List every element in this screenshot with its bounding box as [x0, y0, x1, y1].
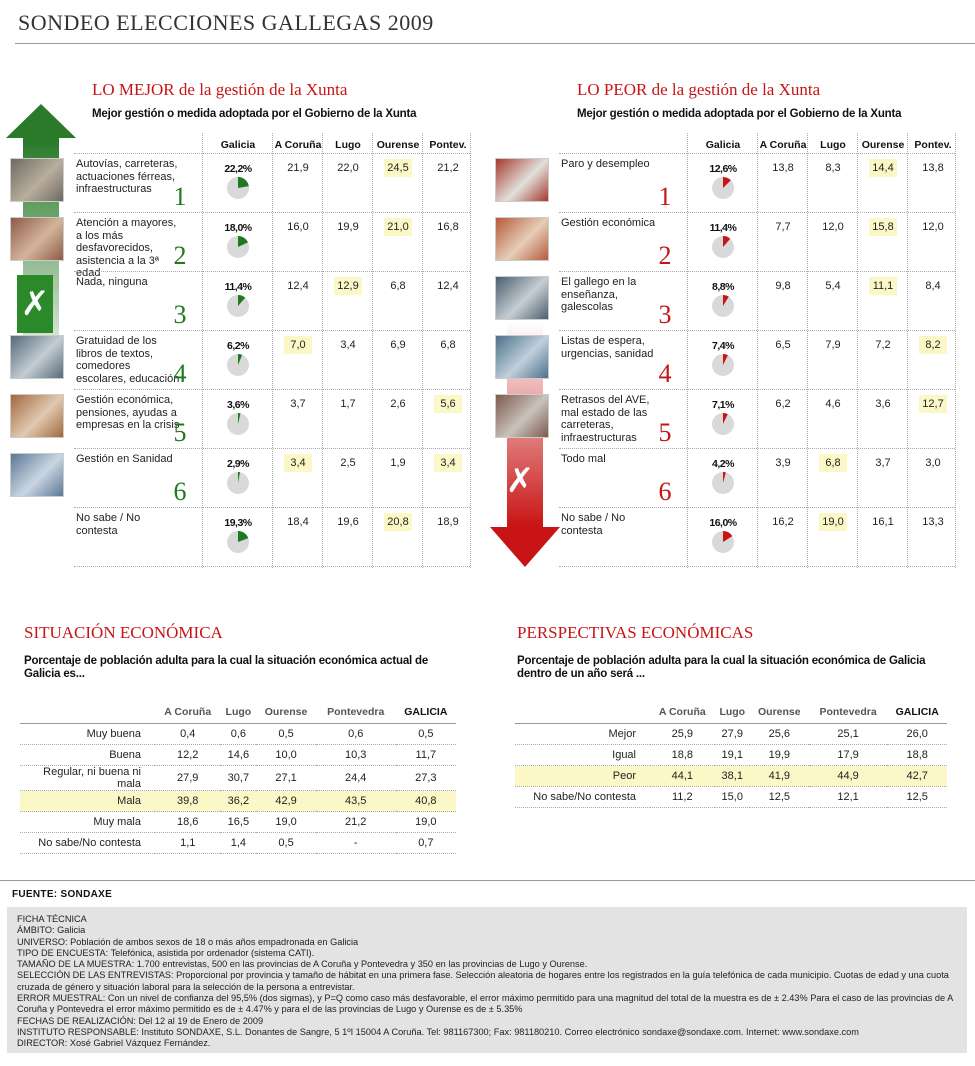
col-header: Ourense	[376, 139, 420, 151]
col-header: A Coruña	[759, 139, 807, 151]
cell-value: 12,5	[750, 787, 809, 808]
photo-thumbnail	[495, 276, 549, 320]
col-header: Ourense	[861, 139, 905, 151]
cell-value: 0,4	[155, 724, 220, 745]
province-value: 12,0	[922, 221, 944, 233]
column-divider	[857, 133, 858, 568]
item-label: El gallego en la enseñanza, galescolas	[561, 276, 637, 313]
column-divider	[322, 133, 323, 568]
pie-wrap	[711, 471, 735, 495]
province-value: 3,7	[290, 398, 306, 410]
col-header: A Coruña	[650, 701, 715, 724]
province-value: 12,9	[334, 277, 362, 295]
rank-number: 5	[658, 418, 672, 447]
cell-value: 0,6	[316, 724, 396, 745]
col-header: Ourense	[750, 701, 809, 724]
galicia-value: 8,8%	[712, 281, 734, 293]
title-divider	[15, 43, 975, 44]
table-row	[20, 812, 456, 833]
province-value: 18,9	[437, 516, 459, 528]
province-value: 2,6	[390, 398, 406, 410]
row-divider	[559, 448, 955, 449]
ficha-tecnica	[7, 907, 967, 1053]
cell-value: 1,1	[155, 833, 220, 854]
ficha-line: FECHAS DE REALIZACIÓN: Del 12 al 19 de Enero de 2009	[17, 1015, 264, 1026]
column-divider	[422, 133, 423, 568]
pie-chart	[226, 412, 250, 436]
rank-number: 2	[658, 241, 672, 270]
item-label: Retrasos del AVE, mal estado de las carreteras, infraestructuras	[561, 394, 650, 444]
pie-chart	[226, 353, 250, 377]
column-divider	[470, 133, 471, 568]
col-header: Lugo	[335, 139, 361, 151]
row-divider	[74, 271, 470, 272]
table-row	[20, 724, 456, 745]
cell-value: 42,9	[256, 791, 316, 812]
province-value: 8,2	[919, 336, 947, 354]
column-divider	[687, 133, 688, 568]
pie-wrap	[711, 235, 735, 259]
province-value: 13,3	[922, 516, 944, 528]
photo-thumbnail	[495, 158, 549, 202]
galicia-value: 22,2%	[224, 163, 252, 175]
cell-value: 38,1	[715, 766, 750, 787]
col-header: Lugo	[820, 139, 846, 151]
col-header: Galicia	[705, 139, 741, 151]
rank-number: 4	[173, 359, 187, 388]
cell-value: -	[316, 833, 396, 854]
province-value: 3,6	[875, 398, 891, 410]
cell-value: 10,0	[256, 745, 316, 766]
row-divider	[559, 271, 955, 272]
pie-wrap	[711, 176, 735, 200]
photo-thumbnail	[10, 453, 64, 497]
col-header: Lugo	[715, 701, 750, 724]
row-label: No sabe/No contesta	[515, 787, 650, 808]
peor-title: LO PEOR de la gestión de la Xunta	[577, 80, 821, 99]
ficha-line: ERROR MUESTRAL: Con un nivel de confianza del 95,5% (dos sigmas), y P=Q como caso más desfavorable, el error máximo permitido para una magnitud del total de la muestra es de ± 2.43% Para el caso de las provincias de A Coruña y Pontevedra el error máximo permitido es de ± 4.47% y para el de las provincias de Lugo y Ourense es de ± 5.35%	[17, 993, 953, 1015]
row-label-header	[515, 701, 650, 724]
row-divider	[74, 330, 470, 331]
rank-number: 6	[173, 477, 187, 506]
photo-thumbnail	[10, 158, 64, 202]
col-header: Pontevedra	[809, 701, 888, 724]
galicia-value: 7,4%	[712, 340, 734, 352]
province-value: 22,0	[337, 162, 359, 174]
cell-value: 42,7	[887, 766, 947, 787]
cell-value: 17,9	[809, 745, 888, 766]
photo-thumbnail	[495, 394, 549, 438]
row-divider	[559, 330, 955, 331]
rank-number: 3	[658, 300, 672, 329]
table-row	[20, 766, 456, 791]
pie-chart	[711, 176, 735, 200]
photo-thumbnail	[10, 335, 64, 379]
cell-value: 24,4	[316, 766, 396, 791]
province-value: 16,2	[772, 516, 794, 528]
column-divider	[202, 133, 203, 568]
cell-value: 0,5	[256, 833, 316, 854]
item-label: Gratuidad de los libros de textos, comedores escolares, educación	[76, 335, 180, 385]
col-header: GALICIA	[887, 701, 947, 724]
province-value: 9,8	[775, 280, 791, 292]
cross-icon: ✗	[505, 462, 535, 500]
column-divider	[907, 133, 908, 568]
cell-value: 19,0	[256, 812, 316, 833]
photo-thumbnail: ✗	[17, 275, 53, 333]
pie-wrap	[711, 412, 735, 436]
province-value: 5,6	[434, 395, 462, 413]
ficha-line: SELECCIÓN DE LAS ENTREVISTAS: Proporcional por provincia y tamaño de hábitat en una primera fase. Selección aleatoria de hogares entre los registrados en la guía telefónica de cada municipio. Cuotas de edad y una cuota cruzada de género y situación laboral para la selección de la persona a entrevistar.	[17, 970, 949, 992]
cell-value: 44,1	[650, 766, 715, 787]
table-row	[20, 745, 456, 766]
col-header: Pontev.	[429, 139, 467, 151]
province-value: 16,0	[287, 221, 309, 233]
row-divider	[74, 507, 470, 508]
rank-number: 1	[173, 182, 187, 211]
pie-wrap	[226, 235, 250, 259]
cell-value: 0,6	[220, 724, 256, 745]
col-header: A Coruña	[274, 139, 322, 151]
pie-wrap	[711, 530, 735, 554]
cell-value: 36,2	[220, 791, 256, 812]
province-value: 13,8	[772, 162, 794, 174]
province-value: 8,3	[825, 162, 841, 174]
province-value: 16,8	[437, 221, 459, 233]
row-label: Regular, ni buena ni mala	[20, 766, 155, 791]
galicia-value: 11,4%	[224, 281, 252, 293]
province-value: 3,4	[434, 454, 462, 472]
pie-wrap	[711, 353, 735, 377]
photo-thumbnail	[495, 217, 549, 261]
rank-number: 1	[658, 182, 672, 211]
row-divider	[74, 566, 470, 567]
galicia-value: 6,2%	[227, 340, 249, 352]
pie-chart	[226, 530, 250, 554]
item-label: Gestión económica, pensiones, ayudas a empresas en la crisis	[76, 394, 180, 431]
item-label: No sabe / No contesta	[76, 512, 141, 537]
cell-value: 12,1	[809, 787, 888, 808]
cell-value: 18,8	[650, 745, 715, 766]
perspectivas-table	[515, 701, 947, 808]
province-value: 14,4	[869, 159, 897, 177]
galicia-value: 18,0%	[224, 222, 252, 234]
cell-value: 27,9	[155, 766, 220, 791]
province-value: 12,4	[437, 280, 459, 292]
perspectivas-title: PERSPECTIVAS ECONÓMICAS	[517, 623, 754, 642]
page-title: SONDEO ELECCIONES GALLEGAS 2009	[18, 10, 434, 35]
column-divider	[955, 133, 956, 568]
header-row	[20, 701, 456, 724]
cell-value: 19,0	[396, 812, 456, 833]
photo-thumbnail	[10, 217, 64, 261]
cell-value: 11,2	[650, 787, 715, 808]
province-value: 12,7	[919, 395, 947, 413]
pie-chart	[226, 235, 250, 259]
rank-number: 5	[173, 418, 187, 447]
province-value: 19,6	[337, 516, 359, 528]
table-row	[515, 787, 947, 808]
row-label: Muy buena	[20, 724, 155, 745]
cell-value: 0,7	[396, 833, 456, 854]
row-divider	[559, 566, 955, 567]
row-label: No sabe/No contesta	[20, 833, 155, 854]
province-value: 4,6	[825, 398, 841, 410]
cell-value: 30,7	[220, 766, 256, 791]
province-value: 16,1	[872, 516, 894, 528]
row-divider	[559, 389, 955, 390]
province-value: 6,9	[390, 339, 406, 351]
cell-value: 44,9	[809, 766, 888, 787]
item-label: Todo mal	[561, 453, 606, 465]
province-value: 19,9	[337, 221, 359, 233]
pie-wrap	[226, 176, 250, 200]
col-header: Pontev.	[914, 139, 952, 151]
cell-value: 12,5	[887, 787, 947, 808]
galicia-value: 12,6%	[709, 163, 737, 175]
ficha-line: ÁMBITO: Galicia	[17, 925, 86, 936]
ficha-line: UNIVERSO: Población de ambos sexos de 18 o más años empadronada en Galicia	[17, 936, 359, 947]
galicia-value: 16,0%	[709, 517, 737, 529]
peor-subtitle: Mejor gestión o medida adoptada por el Gobierno de la Xunta	[577, 108, 902, 120]
item-label: Paro y desempleo	[561, 158, 650, 170]
col-header: Pontevedra	[316, 701, 396, 724]
row-divider	[74, 212, 470, 213]
province-value: 3,9	[775, 457, 791, 469]
cell-value: 18,8	[887, 745, 947, 766]
cell-value: 14,6	[220, 745, 256, 766]
col-header: Lugo	[220, 701, 256, 724]
province-value: 1,7	[340, 398, 356, 410]
cell-value: 21,2	[316, 812, 396, 833]
column-divider	[372, 133, 373, 568]
photo-thumbnail	[10, 394, 64, 438]
pie-wrap	[226, 530, 250, 554]
province-value: 12,0	[822, 221, 844, 233]
province-value: 15,8	[869, 218, 897, 236]
table-row	[515, 724, 947, 745]
province-value: 12,4	[287, 280, 309, 292]
mejor-title: LO MEJOR de la gestión de la Xunta	[92, 80, 348, 99]
cell-value: 15,0	[715, 787, 750, 808]
row-label-header	[20, 701, 155, 724]
pie-chart	[226, 471, 250, 495]
pie-chart	[711, 294, 735, 318]
rank-number: 6	[658, 477, 672, 506]
pie-slice	[238, 177, 249, 188]
cell-value: 27,9	[715, 724, 750, 745]
pie-wrap	[226, 353, 250, 377]
cell-value: 25,6	[750, 724, 809, 745]
situacion-title: SITUACIÓN ECONÓMICA	[24, 623, 223, 642]
pie-wrap	[226, 294, 250, 318]
province-value: 6,8	[390, 280, 406, 292]
cell-value: 25,1	[809, 724, 888, 745]
province-value: 19,0	[819, 513, 847, 531]
item-label: Gestión en Sanidad	[76, 453, 173, 465]
cell-value: 43,5	[316, 791, 396, 812]
col-header: A Coruña	[155, 701, 220, 724]
situacion-table	[20, 701, 456, 854]
source-label: FUENTE: SONDAXE	[12, 889, 113, 900]
row-divider	[74, 153, 470, 154]
col-header: Galicia	[220, 139, 256, 151]
pie-wrap	[711, 294, 735, 318]
province-value: 18,4	[287, 516, 309, 528]
pie-chart	[711, 353, 735, 377]
galicia-value: 2,9%	[227, 458, 249, 470]
galicia-value: 11,4%	[709, 222, 737, 234]
item-label: No sabe / No contesta	[561, 512, 626, 537]
cell-value: 27,1	[256, 766, 316, 791]
ficha-line: TIPO DE ENCUESTA: Telefónica, asistida por ordenador (sistema CATI).	[17, 947, 315, 958]
perspectivas-subtitle: Porcentaje de población adulta para la cual la situación económica de Galicia dentro de un año será ...	[517, 655, 926, 680]
cell-value: 11,7	[396, 745, 456, 766]
row-label: Mala	[20, 791, 155, 812]
column-divider	[272, 133, 273, 568]
province-value: 7,7	[775, 221, 791, 233]
pie-chart	[711, 530, 735, 554]
table-row	[515, 745, 947, 766]
item-label: Listas de espera, urgencias, sanidad	[561, 335, 654, 360]
ficha-line: INSTITUTO RESPONSABLE: Instituto SONDAXE, S.L. Donantes de Sangre, 5 1ºI 15004 A Coruña. Tel: 981167300; Fax: 981180210. Correo electrónico sondaxe@sondaxe.com. Internet: www.sondaxe.com	[17, 1026, 859, 1037]
ficha-line: TAMAÑO DE LA MUESTRA: 1.700 entrevistas, 500 en las provincias de A Coruña y Pontevedra y 350 en las provincias de Lugo y Ourense.	[17, 959, 588, 970]
situacion-subtitle: Porcentaje de población adulta para la cual la situación económica actual de Galicia es...	[24, 655, 429, 680]
table-row	[20, 833, 456, 854]
cell-value: 0,5	[396, 724, 456, 745]
province-value: 21,9	[287, 162, 309, 174]
table-row	[20, 791, 456, 812]
pie-chart	[226, 176, 250, 200]
pie-chart	[711, 412, 735, 436]
province-value: 5,4	[825, 280, 841, 292]
cell-value: 19,1	[715, 745, 750, 766]
province-value: 20,8	[384, 513, 412, 531]
galicia-value: 4,2%	[712, 458, 734, 470]
pie-chart	[226, 294, 250, 318]
cell-value: 27,3	[396, 766, 456, 791]
row-divider	[559, 212, 955, 213]
cell-value: 40,8	[396, 791, 456, 812]
row-label: Igual	[515, 745, 650, 766]
row-label: Muy mala	[20, 812, 155, 833]
rank-number: 3	[173, 300, 187, 329]
mejor-subtitle: Mejor gestión o medida adoptada por el Gobierno de la Xunta	[92, 108, 417, 120]
cell-value: 18,6	[155, 812, 220, 833]
ficha-line: FICHA TÉCNICA	[17, 914, 87, 924]
cell-value: 25,9	[650, 724, 715, 745]
item-label: Autovías, carreteras, actuaciones férreas, infraestructuras	[76, 158, 178, 195]
cell-value: 19,9	[750, 745, 809, 766]
item-label: Atención a mayores, a los más desfavorecidos, asistencia a la 3ª edad	[76, 217, 177, 279]
cell-value: 26,0	[887, 724, 947, 745]
cell-value: 16,5	[220, 812, 256, 833]
province-value: 24,5	[384, 159, 412, 177]
province-value: 6,8	[819, 454, 847, 472]
col-header: Ourense	[256, 701, 316, 724]
province-value: 1,9	[390, 457, 406, 469]
galicia-value: 3,6%	[227, 399, 249, 411]
row-label: Mejor	[515, 724, 650, 745]
row-divider	[74, 389, 470, 390]
header-row	[515, 701, 947, 724]
province-value: 6,8	[440, 339, 456, 351]
rank-number: 2	[173, 241, 187, 270]
cell-value: 41,9	[750, 766, 809, 787]
pie-chart	[711, 471, 735, 495]
galicia-value: 19,3%	[224, 517, 252, 529]
province-value: 3,7	[875, 457, 891, 469]
pie-wrap	[226, 412, 250, 436]
province-value: 6,2	[775, 398, 791, 410]
pie-chart	[711, 235, 735, 259]
footer-divider	[0, 880, 975, 881]
province-value: 11,1	[869, 277, 897, 295]
province-value: 3,0	[925, 457, 941, 469]
ficha-line: DIRECTOR: Xosé Gabriel Vázquez Fernández.	[17, 1038, 211, 1049]
province-value: 21,2	[437, 162, 459, 174]
column-divider	[757, 133, 758, 568]
cell-value: 39,8	[155, 791, 220, 812]
row-divider	[74, 448, 470, 449]
cell-value: 10,3	[316, 745, 396, 766]
province-value: 3,4	[340, 339, 356, 351]
province-value: 7,0	[284, 336, 312, 354]
pie-wrap	[226, 471, 250, 495]
photo-thumbnail	[495, 335, 549, 379]
row-label: Peor	[515, 766, 650, 787]
galicia-value: 7,1%	[712, 399, 734, 411]
province-value: 13,8	[922, 162, 944, 174]
column-divider	[807, 133, 808, 568]
cell-value: 12,2	[155, 745, 220, 766]
row-label: Buena	[20, 745, 155, 766]
province-value: 6,5	[775, 339, 791, 351]
row-divider	[559, 153, 955, 154]
province-value: 3,4	[284, 454, 312, 472]
table-row	[515, 766, 947, 787]
col-header: GALICIA	[396, 701, 456, 724]
province-value: 7,2	[875, 339, 891, 351]
cell-value: 0,5	[256, 724, 316, 745]
item-label: Gestión económica	[561, 217, 656, 229]
item-label: Nada, ninguna	[76, 276, 148, 288]
province-value: 7,9	[825, 339, 841, 351]
province-value: 8,4	[925, 280, 941, 292]
province-value: 21,0	[384, 218, 412, 236]
province-value: 2,5	[340, 457, 356, 469]
cell-value: 1,4	[220, 833, 256, 854]
row-divider	[559, 507, 955, 508]
rank-number: 4	[658, 359, 672, 388]
